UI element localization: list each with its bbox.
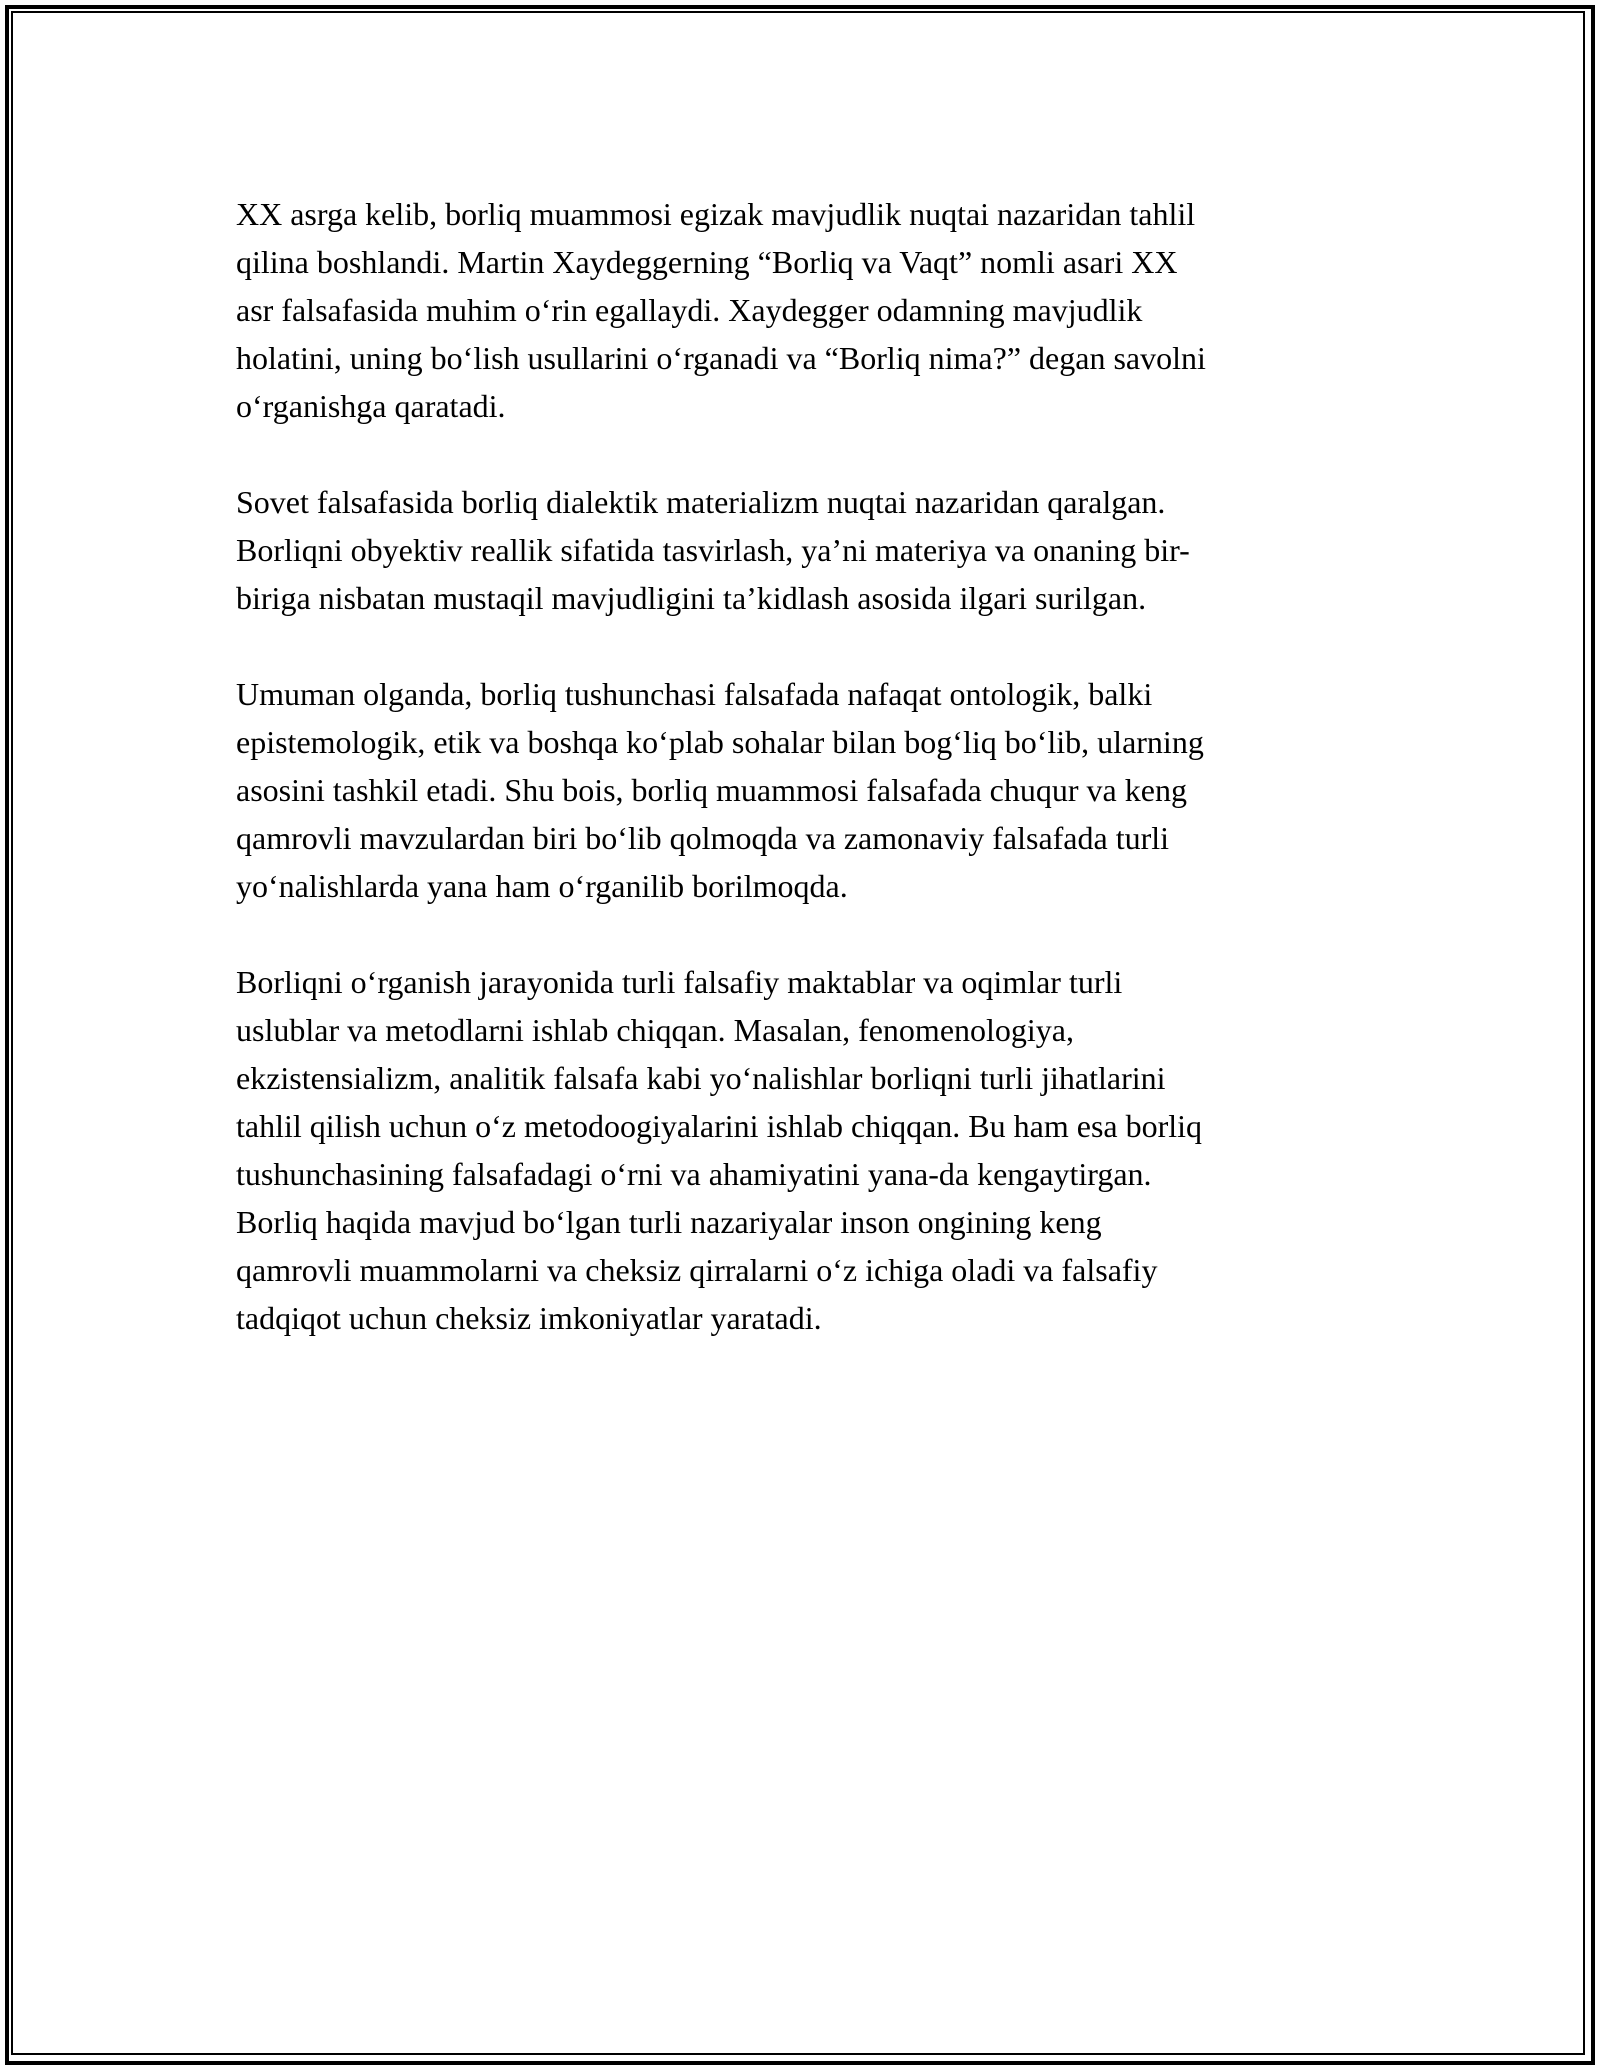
paragraph-3: Umuman olganda, borliq tushunchasi falsafada nafaqat ontologik, balki epistemologik, etik va boshqa ko‘plab sohalar bilan bog‘liq bo‘lib, ularning asosini tashkil etadi. Shu bois, borliq muammosi falsafada chuqur va keng qamrovli mavzulardan biri bo‘lib qolmoqda va zamonaviy falsafada turli yo‘nalishlarda yana ham o‘rganilib borilmoqda. <box>236 676 1204 904</box>
paragraph-2: Sovet falsafasida borliq dialektik materializm nuqtai nazaridan qaralgan. Borliqni obyektiv reallik sifatida tasvirlash, ya’ni materiya va onaning bir- biriga nisbatan mustaqil mavjudligini ta’kidlash asosida ilgari surilgan. <box>236 484 1190 616</box>
document-body <box>236 190 1371 1390</box>
paragraph-4: Borliqni o‘rganish jarayonida turli falsafiy maktablar va oqimlar turli uslublar va metodlarni ishlab chiqqan. Masalan, fenomenologiya, ekzistensializm, analitik falsafa kabi yo‘nalishlar borliqni turli jihatlarini tahlil qilish uchun o‘z metodoogiyalarini ishlab chiqqan. Bu ham esa borliq tushunchasining falsafadagi o‘rni va ahamiyatini yana-da kengaytirgan. Borliq haqida mavjud bo‘lgan turli nazariyalar inson ongining keng qamrovli muammolarni va cheksiz qirralarni o‘z ichiga oladi va falsafiy tadqiqot uchun cheksiz imkoniyatlar yaratadi. <box>236 964 1203 1336</box>
paragraph-1: XX asrga kelib, borliq muammosi egizak mavjudlik nuqtai nazaridan tahlil qilina boshlandi. Martin Xaydeggerning “Borliq va Vaqt” nomli asari XX asr falsafasida muhim o‘rin egallaydi. Xaydegger odamning mavjudlik holatini, uning bo‘lish usullarini o‘rganadi va “Borliq nima?” degan savolni o‘rganishga qaratadi. <box>236 196 1206 424</box>
